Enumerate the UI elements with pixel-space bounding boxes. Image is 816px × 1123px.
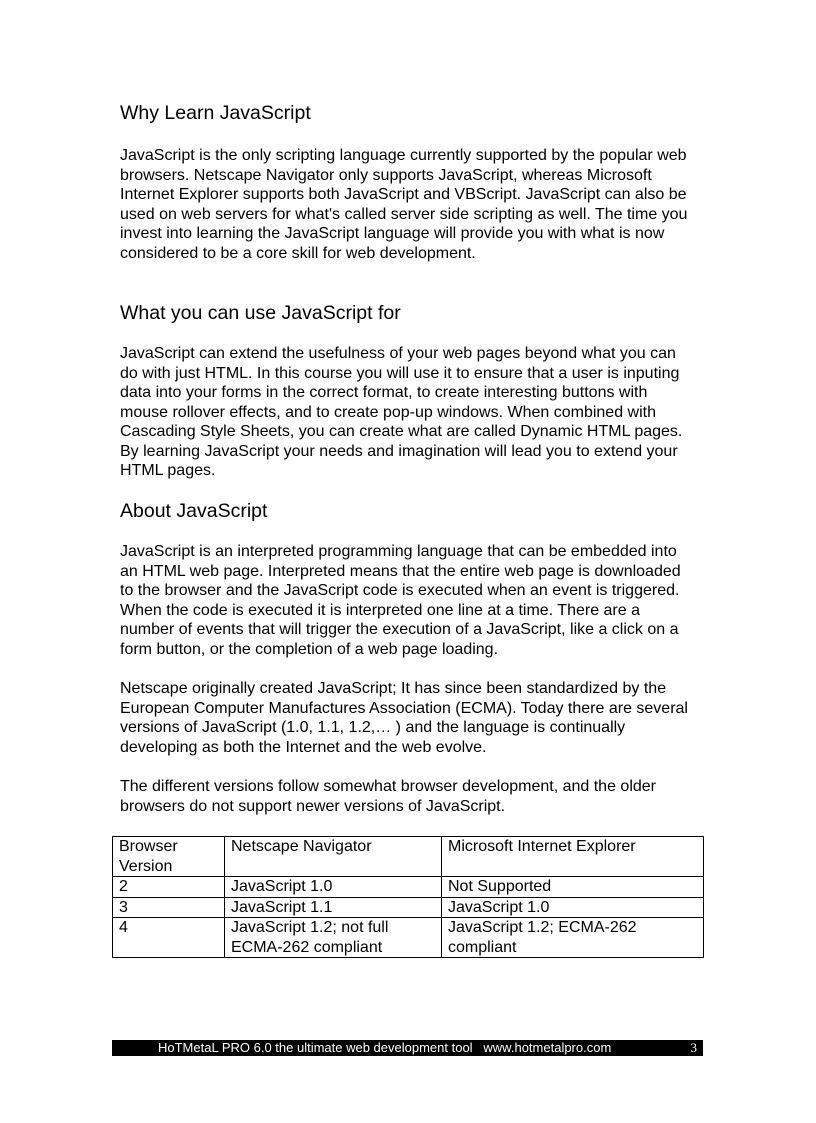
text-line: number of events that will trigger the execution of a JavaScript, like a click on a — [120, 621, 679, 638]
text-line: By learning JavaScript your needs and imagination will lead you to extend your — [120, 442, 678, 460]
text-line: an HTML web page. Interpreted means that the entire web page is downloaded — [120, 562, 681, 580]
text-line: JavaScript is an interpreted programming language that can be embedded into — [120, 543, 677, 560]
text-line: Cascading Style Sheets, you can create what are called Dynamic HTML pages. — [120, 423, 683, 440]
text-line: data into your forms in the correct format, to create interesting buttons with — [120, 384, 648, 401]
paragraph — [120, 542, 681, 659]
table-cell: JavaScript 1.1 — [225, 897, 442, 918]
text-line: When the code is executed it is interpreted one line at a time. There are a — [120, 601, 640, 619]
page-number: 3 — [690, 1040, 697, 1055]
text-line: to the browser and the JavaScript code is executed when an event is triggered. — [120, 582, 680, 599]
table-cell: JavaScript 1.0 — [442, 897, 704, 918]
text-line: browsers do not support newer versions of JavaScript. — [120, 797, 506, 815]
table-header: Browser Version — [113, 837, 225, 877]
footer-text: HoTMetaL PRO 6.0 the ultimate web development tool www.hotmetalpro.com — [158, 1040, 612, 1055]
text-line: versions of JavaScript (1.0, 1.1, 1.2,… ) and the language is continually — [120, 719, 626, 736]
table-cell: JavaScript 1.2; ECMA-262 compliant — [442, 918, 704, 958]
text-line: JavaScript is the only scripting language currently supported by the popular web — [120, 147, 687, 164]
text-line: mouse rollover effects, and to create pop-up windows. When combined with — [120, 403, 656, 421]
section-heading: Why Learn JavaScript — [120, 102, 311, 124]
text-line: HTML pages. — [120, 462, 216, 479]
browser-version-table — [112, 836, 704, 958]
paragraph — [120, 679, 688, 757]
text-line: considered to be a core skill for web development. — [120, 244, 476, 262]
table-row — [113, 897, 704, 918]
text-line: The different versions follow somewhat browser development, and the older — [120, 778, 656, 795]
table-header-row — [113, 837, 704, 877]
table-cell: JavaScript 1.0 — [225, 877, 442, 898]
table-row — [113, 918, 704, 958]
text-line: do with just HTML. In this course you will use it to ensure that a user is inputing — [120, 364, 680, 382]
table-cell: 4 — [113, 918, 225, 958]
text-line: European Computer Manufactures Association (ECMA). Today there are several — [120, 699, 688, 717]
paragraph — [120, 146, 687, 263]
paragraph — [120, 344, 682, 481]
text-line: used on web servers for what's called server side scripting as well. The time you — [120, 205, 688, 223]
text-line: developing as both the Internet and the web evolve. — [120, 738, 487, 756]
text-line: Internet Explorer supports both JavaScript and VBScript. JavaScript can also be — [120, 186, 687, 203]
table-row — [113, 877, 704, 898]
table-cell: Not Supported — [442, 877, 704, 898]
paragraph — [120, 777, 656, 816]
section-heading: What you can use JavaScript for — [120, 302, 401, 324]
table-header: Microsoft Internet Explorer — [442, 837, 704, 877]
section-heading: About JavaScript — [120, 500, 268, 522]
text-line: Netscape originally created JavaScript; It has since been standardized by the — [120, 680, 667, 697]
text-line: form button, or the completion of a web page loading. — [120, 640, 499, 658]
text-line: JavaScript can extend the usefulness of your web pages beyond what you can — [120, 345, 676, 362]
text-line: browsers. Netscape Navigator only supports JavaScript, whereas Microsoft — [120, 166, 652, 184]
table-cell: JavaScript 1.2; not full ECMA-262 compliant — [225, 918, 442, 958]
table-cell: 3 — [113, 897, 225, 918]
table-header: Netscape Navigator — [225, 837, 442, 877]
table-cell: 2 — [113, 877, 225, 898]
text-line: invest into learning the JavaScript language will provide you with what is now — [120, 225, 665, 242]
page-footer — [112, 1040, 703, 1056]
